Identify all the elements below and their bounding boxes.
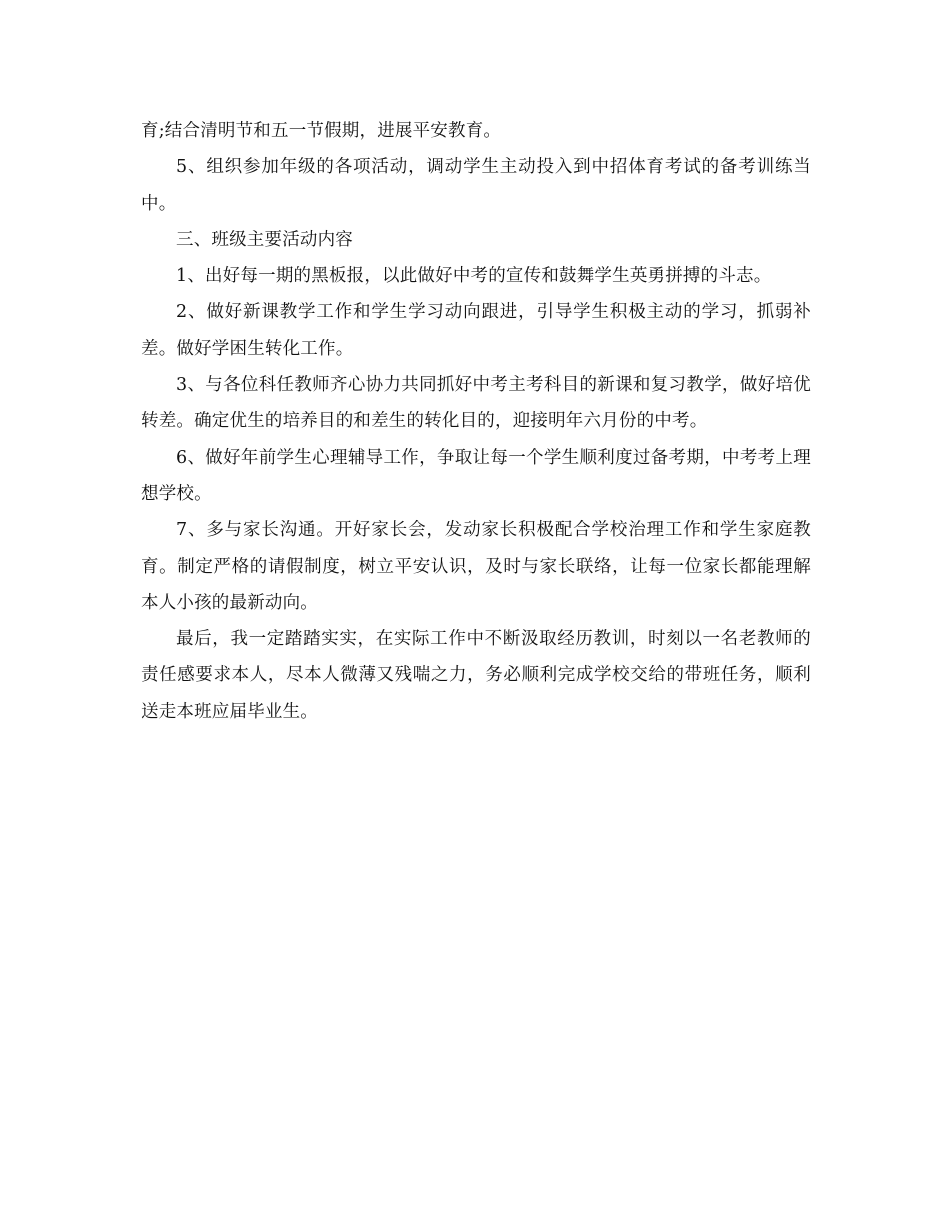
paragraph-item-7: 7、多与家长沟通。开好家长会，发动家长积极配合学校治理工作和学生家庭教育。制定严格的请假制度，树立平安认识，及时与家长联络，让每一位家长都能理解本人小孩的最新动向。	[141, 520, 811, 613]
paragraph-item-3: 3、与各位科任教师齐心协力共同抓好中考主考科目的新课和复习教学，做好培优转差。确定优生的培养目的和差生的转化目的，迎接明年六月份的中考。	[141, 375, 811, 432]
paragraph-continuation: 育;结合清明节和五一节假期，进展平安教育。	[141, 121, 502, 141]
paragraph-conclusion: 最后，我一定踏踏实实，在实际工作中不断汲取经历教训，时刻以一名老教师的责任感要求本人，尽本人微薄又残喘之力，务必顺利完成学校交给的带班任务，顺利送走本班应届毕业生。	[141, 629, 811, 722]
paragraph-item-5: 5、组织参加年级的各项活动，调动学生主动投入到中招体育考试的备考训练当中。	[141, 157, 811, 214]
section-heading: 三、班级主要活动内容	[176, 229, 353, 250]
document-body	[141, 113, 811, 730]
paragraph-item-1: 1、出好每一期的黑板报，以此做好中考的宣传和鼓舞学生英勇拼搏的斗志。	[176, 266, 772, 287]
paragraph-item-2: 2、做好新课教学工作和学生学习动向跟进，引导学生积极主动的学习，抓弱补差。做好学困生转化工作。	[141, 302, 811, 359]
paragraph-item-6: 6、做好年前学生心理辅导工作，争取让每一个学生顺利度过备考期，中考考上理想学校。	[141, 447, 811, 504]
